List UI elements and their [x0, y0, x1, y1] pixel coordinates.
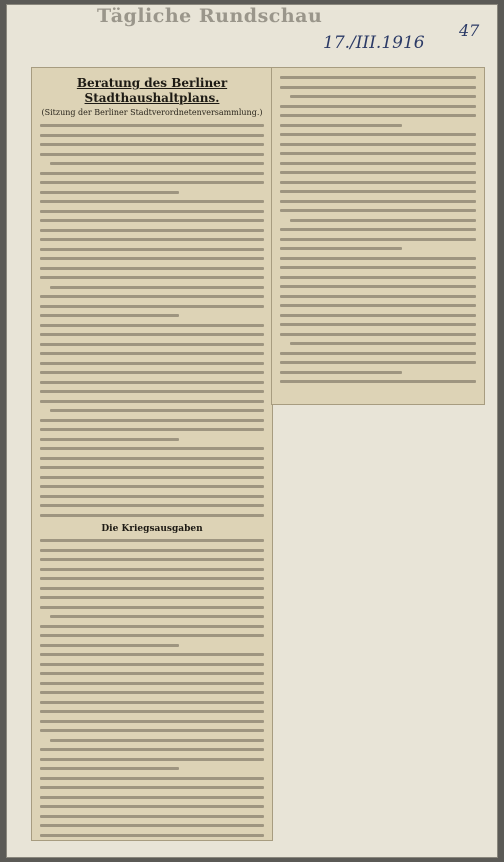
- text-line: [40, 701, 264, 704]
- text-line: [40, 549, 264, 552]
- text-line: [280, 247, 402, 250]
- text-line: [40, 777, 264, 780]
- text-line: [40, 381, 264, 384]
- text-line: [40, 238, 264, 241]
- text-line: [40, 587, 264, 590]
- text-line: [40, 466, 264, 469]
- text-line: [50, 162, 264, 165]
- text-line: [40, 352, 264, 355]
- text-line: [280, 352, 476, 355]
- body-text-block-2: [32, 539, 272, 841]
- text-line: [280, 86, 476, 89]
- text-line: [40, 457, 264, 460]
- text-line: [40, 815, 264, 818]
- text-line: [280, 124, 402, 127]
- text-line: [40, 653, 264, 656]
- text-line: [280, 143, 476, 146]
- text-line: [50, 739, 264, 742]
- text-line: [280, 190, 476, 193]
- text-line: [40, 672, 264, 675]
- text-line: [280, 133, 476, 136]
- text-line: [280, 314, 476, 317]
- text-line: [50, 286, 264, 289]
- text-line: [50, 409, 264, 412]
- text-line: [40, 691, 264, 694]
- text-line: [40, 400, 264, 403]
- text-line: [280, 209, 476, 212]
- text-line: [280, 257, 476, 260]
- text-line: [40, 248, 264, 251]
- text-line: [280, 333, 476, 336]
- text-line: [40, 219, 264, 222]
- text-line: [280, 152, 476, 155]
- text-line: [40, 596, 264, 599]
- text-line: [40, 362, 264, 365]
- text-line: [280, 304, 476, 307]
- text-line: [40, 634, 264, 637]
- text-line: [40, 229, 264, 232]
- text-line: [40, 447, 264, 450]
- text-line: [280, 276, 476, 279]
- handwritten-date: 17./III.1916: [323, 33, 425, 53]
- text-line: [280, 238, 476, 241]
- text-line: [40, 314, 179, 317]
- text-line: [290, 95, 476, 98]
- text-line: [40, 210, 264, 213]
- text-line: [40, 419, 264, 422]
- text-line: [40, 485, 264, 488]
- text-line: [40, 504, 264, 507]
- text-line: [290, 342, 476, 345]
- text-line: [290, 219, 476, 222]
- text-line: [280, 162, 476, 165]
- text-line: [280, 114, 476, 117]
- article-headline: Beratung des Berliner Stadthaushaltplans.: [76, 76, 228, 105]
- text-line: [50, 615, 264, 618]
- text-line: [40, 181, 264, 184]
- archive-board: [6, 4, 498, 858]
- text-line: [40, 720, 264, 723]
- text-line: [280, 266, 476, 269]
- text-line: [280, 380, 476, 383]
- body-text-block-1: [32, 124, 272, 517]
- clipping-continuation-column: [271, 67, 485, 405]
- text-line: [40, 558, 264, 561]
- text-line: [40, 834, 264, 837]
- text-line: [40, 568, 264, 571]
- text-line: [280, 200, 476, 203]
- text-line: [280, 171, 476, 174]
- text-line: [40, 428, 264, 431]
- text-line: [40, 729, 264, 732]
- text-line: [40, 200, 264, 203]
- text-line: [40, 295, 264, 298]
- text-line: [280, 181, 476, 184]
- article-subheading: (Sitzung der Berliner Stadtverordnetenversammlung.): [41, 108, 263, 117]
- text-line: [40, 390, 264, 393]
- text-line: [40, 577, 264, 580]
- text-line: [40, 644, 179, 647]
- text-line: [40, 191, 179, 194]
- newspaper-masthead: Tägliche Rundschau: [97, 5, 323, 27]
- text-line: [40, 324, 264, 327]
- text-line: [280, 361, 476, 364]
- text-line: [280, 295, 476, 298]
- text-line: [40, 796, 264, 799]
- text-line: [40, 124, 264, 127]
- text-line: [40, 805, 264, 808]
- text-line: [40, 153, 264, 156]
- text-line: [40, 438, 179, 441]
- text-line: [40, 495, 264, 498]
- text-line: [40, 257, 264, 260]
- text-line: [40, 333, 264, 336]
- text-line: [40, 276, 264, 279]
- text-line: [40, 767, 179, 770]
- clipping-main-column: [31, 67, 273, 841]
- text-line: [40, 343, 264, 346]
- text-line: [40, 134, 264, 137]
- text-line: [40, 305, 264, 308]
- text-line: [40, 824, 264, 827]
- section-heading: Die Kriegsausgaben: [101, 524, 203, 534]
- text-line: [280, 285, 476, 288]
- text-line: [40, 748, 264, 751]
- text-line: [40, 682, 264, 685]
- text-line: [40, 539, 264, 542]
- text-line: [40, 514, 264, 517]
- text-line: [40, 143, 264, 146]
- text-line: [280, 76, 476, 79]
- text-line: [280, 105, 476, 108]
- text-line: [280, 323, 476, 326]
- body-text-block-3: [272, 68, 484, 383]
- text-line: [40, 172, 264, 175]
- text-line: [40, 476, 264, 479]
- text-line: [40, 267, 264, 270]
- text-line: [280, 228, 476, 231]
- text-line: [40, 606, 264, 609]
- text-line: [280, 371, 402, 374]
- text-line: [40, 758, 264, 761]
- text-line: [40, 625, 264, 628]
- text-line: [40, 786, 264, 789]
- text-line: [40, 371, 264, 374]
- text-line: [40, 663, 264, 666]
- handwritten-page-number: 47: [459, 21, 480, 40]
- text-line: [40, 710, 264, 713]
